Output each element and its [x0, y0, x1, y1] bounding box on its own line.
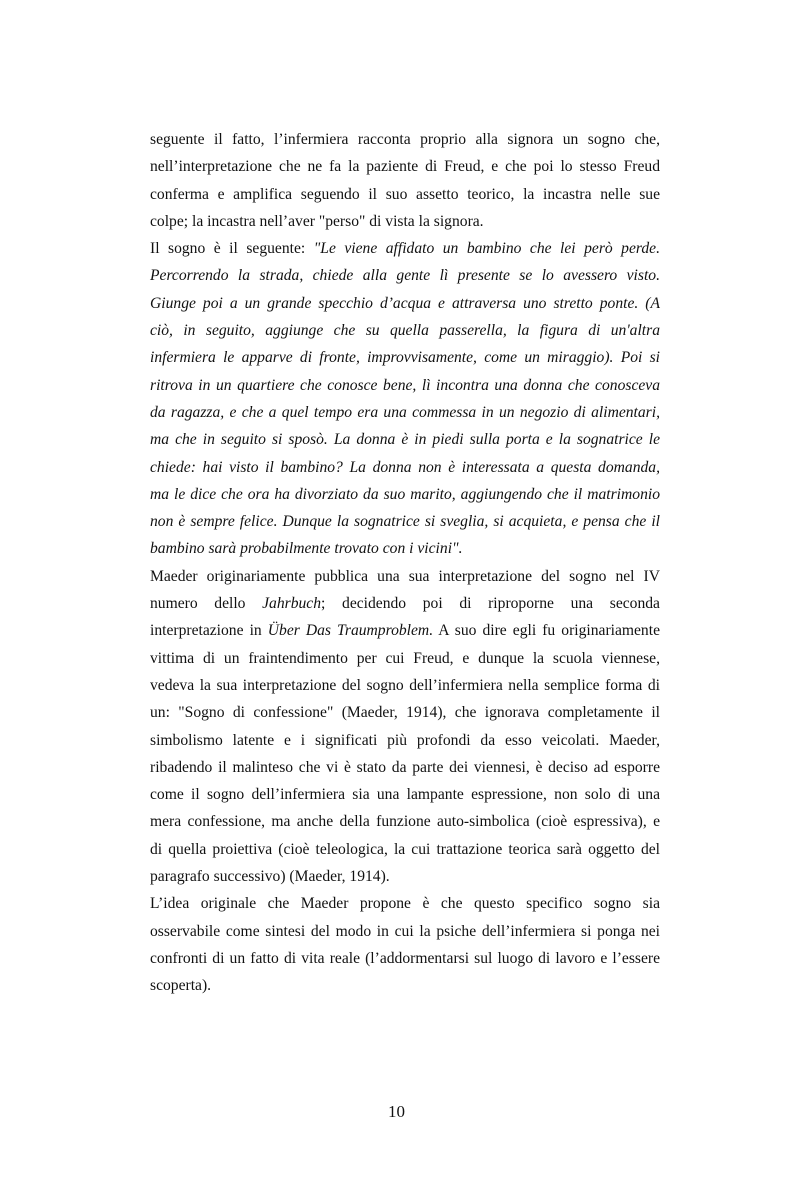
text-line: [150, 290, 660, 317]
text-line: [150, 836, 660, 863]
text-run: colpe; la incastra nell’aver "perso" di vista la signora.: [150, 212, 484, 230]
text-line: [150, 508, 660, 535]
text-run: paragrafo successivo) (Maeder, 1914).: [150, 868, 390, 886]
text-line: [150, 727, 660, 754]
italic-text: ma le dice che ora ha divorziato da suo marito, aggiungendo che il matrimonio: [150, 485, 660, 503]
text-line: [150, 918, 660, 945]
text-line: [150, 454, 660, 481]
text-run: di quella proiettiva (cioè teleologica, la cui trattazione teorica sarà oggetto del: [150, 840, 660, 858]
italic-text: ma che in seguito si sposò. La donna è in piedi sulla porta e la sognatrice le: [150, 431, 660, 449]
text-run: ; decidendo poi di riproporne una seconda: [321, 595, 660, 613]
italic-text: chiede: hai visto il bambino? La donna non è interessata a questa domanda,: [150, 458, 660, 476]
italic-text: infermiera le apparve di fronte, improvvisamente, come un miraggio). Poi si: [150, 349, 660, 367]
text-run: vittima di un fraintendimento per cui Freud, e dunque la scuola viennese,: [150, 649, 660, 667]
text-line: [150, 426, 660, 453]
text-line: [150, 126, 660, 153]
text-line: [150, 781, 660, 808]
text-run: osservabile come sintesi del modo in cui la psiche dell’infermiera si ponga nei: [150, 922, 660, 940]
page-number: 10: [388, 1102, 405, 1121]
text-run: confronti di un fatto di vita reale (l’addormentarsi sul luogo di lavoro e l’essere: [150, 949, 660, 967]
text-run: scoperta).: [150, 977, 212, 995]
text-run: Maeder originariamente pubblica una sua interpretazione del sogno nel IV: [150, 567, 660, 585]
text-line: [150, 754, 660, 781]
text-run: un: "Sogno di confessione" (Maeder, 1914), che ignorava completamente il: [150, 704, 660, 722]
italic-text: Jahrbuch: [262, 595, 322, 613]
text-line: [150, 262, 660, 289]
text-line: [150, 863, 660, 890]
text-run: vedeva la sua interpretazione del sogno dell’infermiera nella semplice forma di: [150, 676, 660, 694]
text-run: A suo dire egli fu originariamente: [433, 622, 660, 640]
text-line: [150, 344, 660, 371]
page-body: [150, 126, 660, 1000]
text-run: nell’interpretazione che ne fa la paziente di Freud, e che poi lo stesso Freud: [150, 158, 660, 176]
text-line: [150, 890, 660, 917]
text-line: [150, 590, 660, 617]
italic-text: Percorrendo la strada, chiede alla gente lì presente se lo avessero visto.: [150, 267, 660, 285]
text-line: [150, 535, 660, 562]
text-line: [150, 945, 660, 972]
text-run: conferma e amplifica seguendo il suo assetto teorico, la incastra nelle sue: [150, 185, 660, 203]
text-line: [150, 181, 660, 208]
text-run: seguente il fatto, l’infermiera racconta proprio alla signora un sogno che,: [150, 131, 660, 148]
text-line: [150, 153, 660, 180]
italic-text: Über Das Traumproblem.: [267, 622, 434, 640]
text-line: [150, 972, 660, 999]
italic-text: non è sempre felice. Dunque la sognatrice si sveglia, si acquieta, e pensa che il: [150, 513, 660, 531]
text-run: L’idea originale che Maeder propone è che questo specifico sogno sia: [150, 895, 660, 913]
text-run: come il sogno dell’infermiera sia una lampante espressione, non solo di una: [150, 786, 660, 804]
text-run: interpretazione in: [150, 622, 268, 640]
text-line: [150, 235, 660, 262]
text-run: ribadendo il malinteso che vi è stato da parte dei viennesi, è deciso ad esporre: [150, 758, 660, 776]
text-line: [150, 399, 660, 426]
text-line: [150, 563, 660, 590]
text-line: [150, 481, 660, 508]
text-line: [150, 372, 660, 399]
text-line: [150, 645, 660, 672]
text-line: [150, 699, 660, 726]
italic-text: ciò, in seguito, aggiunge che su quella passerella, la figura di un'altra: [150, 322, 660, 340]
text-line: [150, 672, 660, 699]
text-line: [150, 808, 660, 835]
text-run: numero dello: [150, 595, 263, 613]
text-run: mera confessione, ma anche della funzione auto-simbolica (cioè espressiva), e: [150, 813, 660, 831]
italic-text: bambino sarà probabilmente trovato con i vicini".: [150, 540, 463, 558]
italic-text: ritrova in un quartiere che conosce bene, lì incontra una donna che conosceva: [150, 376, 660, 394]
text-run: simbolismo latente e i significati più profondi da esso veicolati. Maeder,: [150, 731, 660, 749]
text-line: [150, 617, 660, 644]
text-line: [150, 208, 660, 235]
italic-text: da ragazza, e che a quel tempo era una commessa in un negozio di alimentari,: [150, 403, 660, 421]
italic-text: "Le viene affidato un bambino che lei però perde.: [313, 240, 661, 258]
italic-text: Giunge poi a un grande specchio d’acqua e attraversa uno stretto ponte. (A: [150, 294, 660, 312]
text-line: [150, 317, 660, 344]
text-run: Il sogno è il seguente:: [150, 240, 314, 258]
